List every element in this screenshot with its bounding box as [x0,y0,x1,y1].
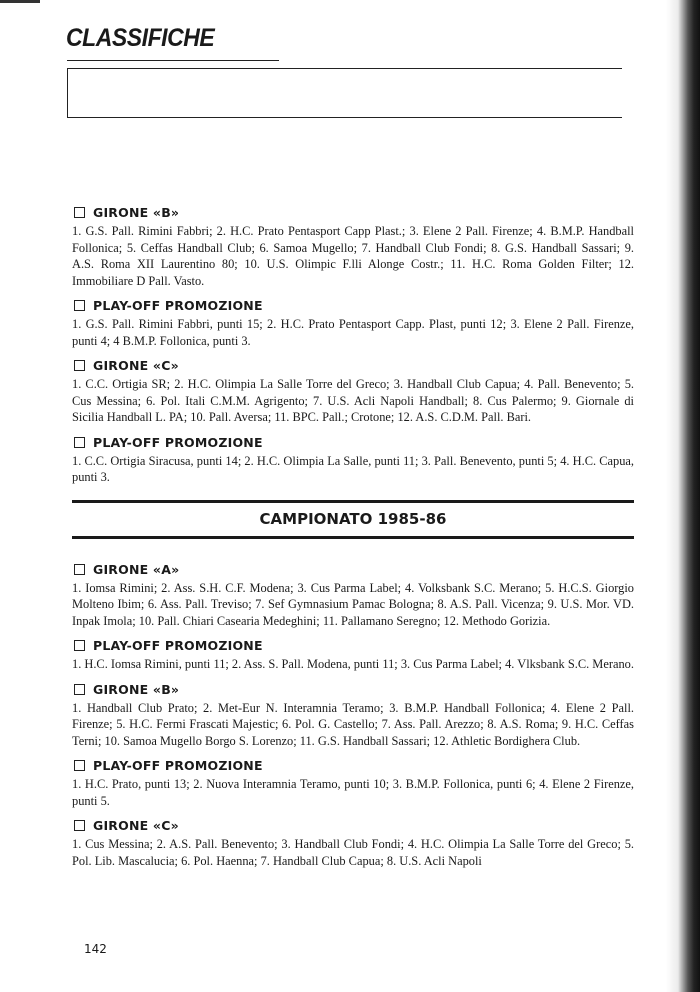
section-heading-text: PLAY-OFF PROMOZIONE [93,638,263,653]
section-playoff-b-1985 [72,758,634,809]
page-title: CLASSIFICHE [66,24,215,52]
checkbox-icon [74,564,85,575]
section-heading-text: GIRONE «B» [93,205,180,220]
page-edge-shadow [666,0,700,992]
section-body: 1. C.C. Ortigia SR; 2. H.C. Olimpia La Salle Torre del Greco; 3. Handball Club Capua; 4. Pall. Benevento; 5. Cus Messina; 6. Pol. Itali C.M.M. Agrigento; 7. U.S. Acli Napoli Handball; 8. Cus Palermo; 9. Giornale di Sicilia Handball L. PA; 10. Pall. Aversa; 11. BPC. Pall.; Crotone; 12. A.S. C.D.M. Pall. Bari. [72,377,634,424]
page-number: 142 [84,942,107,956]
section-heading [74,205,634,220]
checkbox-icon [74,820,85,831]
section-heading [74,435,634,450]
section-heading [74,638,634,653]
checkbox-icon [74,437,85,448]
section-heading-text: PLAY-OFF PROMOZIONE [93,298,263,313]
banner-rule-bottom [72,536,634,539]
section-heading [74,562,634,577]
season-title: CAMPIONATO 1985-86 [259,509,447,528]
section-girone-b-1985 [72,682,634,750]
section-heading [74,298,634,313]
section-body: 1. Cus Messina; 2. A.S. Pall. Benevento; 3. Handball Club Fondi; 4. H.C. Olimpia La Salle Torre del Greco; 5. Pol. Lib. Mascalucia; 6. Pol. Haenna; 7. Handball Club Capua; 8. U.S. Acli Napoli [72,837,634,868]
section-body: 1. Handball Club Prato; 2. Met-Eur N. Interamnia Teramo; 3. B.M.P. Handball Follonica; 4. Elene 2 Pall. Firenze; 5. H.C. Fermi Frascati Majestic; 6. Pol. G. Castello; 7. Ass. Pall. Arezzo; 8. A.S. Roma; 9. H.C. Ceffas Terni; 10. Samoa Mugello Borgo S. Lorenzo; 11. G.S. Handball Sassari; 12. Athletic Bordighera Club. [72,700,634,748]
title-underline [67,60,279,61]
section-girone-c-1984 [72,358,634,426]
checkbox-icon [74,684,85,695]
section-body: 1. G.S. Pall. Rimini Fabbri; 2. H.C. Prato Pentasport Capp Plast.; 3. Elene 2 Pall. Firenze; 4. B.M.P. Handball Follonica; 5. Ceffas Handball Club; 6. Samoa Mugello; 7. Handball Club Fondi; 8. G.S. Handball Sassari; 9. A.S. Roma XII Laurentino 80; 10. U.S. Olimpic F.lli Alonge Costr.; 11. H.C. Roma Golden Filter; 12. Immobiliare D Pall. Vasto. [72,224,634,288]
section-heading-text: GIRONE «A» [93,561,180,577]
section-body: 1. Iomsa Rimini; 2. Ass. S.H. C.F. Modena; 3. Cus Parma Label; 4. Volksbank S.C. Merano; 5. H.C.S. Giorgio Molteno Ibim; 6. Ass. Pall. Treviso; 7. Sef Gymnasium Pamac Bologna; 8. A.S. Pall. Vicenza; 9. U.S. Mor. VD. Inpak Imola; 10. Pall. Chiari Casearia Medeghini; 11. Pallamano Seregno; 12. Methodo Gorizia. [72,580,634,628]
section-playoff-a-1985 [72,638,634,673]
section-girone-b-1984 [72,205,634,289]
section-heading-text: PLAY-OFF PROMOZIONE [93,434,263,450]
section-heading-text: PLAY-OFF PROMOZIONE [93,758,263,773]
content-area [72,205,634,878]
section-heading [74,818,634,833]
scan-edge-mark [0,0,40,3]
section-playoff-b-1984 [72,298,634,349]
section-body: 1. C.C. Ortigia Siracusa, punti 14; 2. H.C. Olimpia La Salle, punti 11; 3. Pall. Benevento, punti 5; 4. H.C. Capua, punti 3. [72,453,634,484]
section-heading-text: GIRONE «C» [93,358,179,373]
section-body: 1. H.C. Iomsa Rimini, punti 11; 2. Ass. S. Pall. Modena, punti 11; 3. Cus Parma Label; 4. Vlksbank S.C. Merano. [72,657,634,671]
empty-frame-box [67,68,622,118]
checkbox-icon [74,207,85,218]
section-heading-text: GIRONE «B» [93,681,180,697]
section-heading [74,682,634,697]
section-heading-text: GIRONE «C» [93,818,179,833]
season-banner [72,500,634,542]
banner-rule-top [72,500,634,503]
section-girone-a-1985 [72,562,634,630]
section-girone-c-1985 [72,818,634,869]
section-playoff-c-1984 [72,435,634,486]
checkbox-icon [74,360,85,371]
checkbox-icon [74,760,85,771]
section-body: 1. G.S. Pall. Rimini Fabbri, punti 15; 2. H.C. Prato Pentasport Capp. Plast, punti 12; 3. Elene 2 Pall. Firenze, punti 4; 4 B.M.P. Follonica, punti 3. [72,317,634,348]
section-body: 1. H.C. Prato, punti 13; 2. Nuova Interamnia Teramo, punti 10; 3. B.M.P. Follonica, punti 6; 4. Elene 2 Firenze, punti 5. [72,777,634,808]
section-heading [74,758,634,773]
checkbox-icon [74,640,85,651]
section-heading [74,358,634,373]
checkbox-icon [74,300,85,311]
